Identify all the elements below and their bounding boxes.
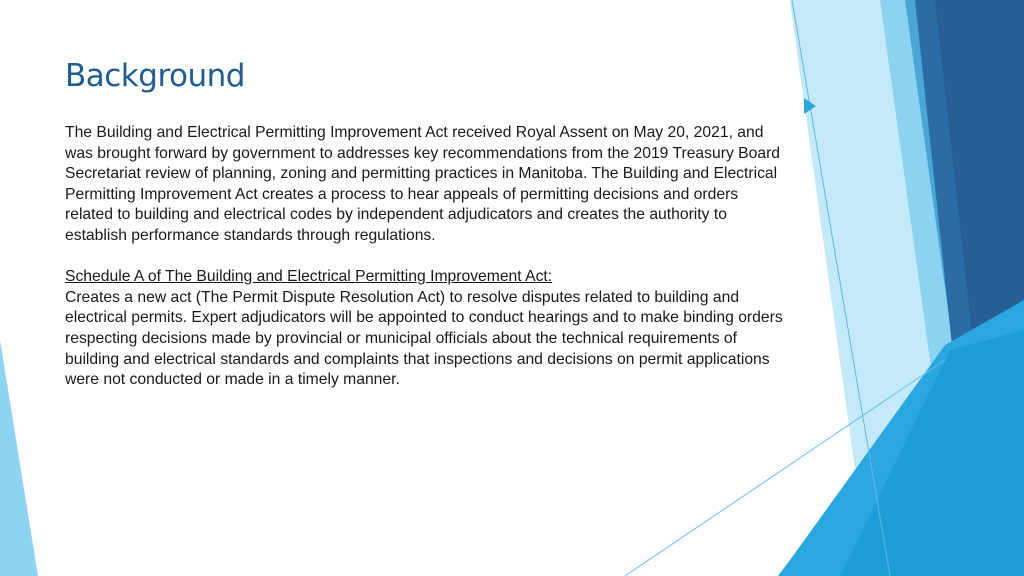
- schedule-section: [65, 267, 785, 391]
- schedule-heading: Schedule A of The Building and Electrical Permitting Improvement Act:: [65, 268, 553, 286]
- schedule-body: Creates a new act (The Permit Dispute Resolution Act) to resolve disputes related to building and electrical permits. Expert adjudicators will be appointed to conduct hearings and to make binding orders respecting decisions made by provincial or municipal officials about the technical requirements of building and electrical standards and complaints that inspections and decisions on permit applications were not conducted or made in a timely manner.: [65, 288, 783, 389]
- background-paragraph: The Building and Electrical Permitting Improvement Act received Royal Assent on May 20, 2021, and was brought forward by government to addresses key recommendations from the 2019 Treasury Board Secretariat review of planning, zoning and permitting practices in Manitoba. The Building and Electrical Permitting Improvement Act creates a process to hear appeals of permitting decisions and orders related to building and electrical codes by independent adjudicators and creates the authority to establish performance standards through regulations.: [65, 124, 781, 244]
- slide-body: [65, 123, 785, 391]
- left-edge-shape: [0, 340, 38, 576]
- slide-title: Background: [65, 58, 245, 94]
